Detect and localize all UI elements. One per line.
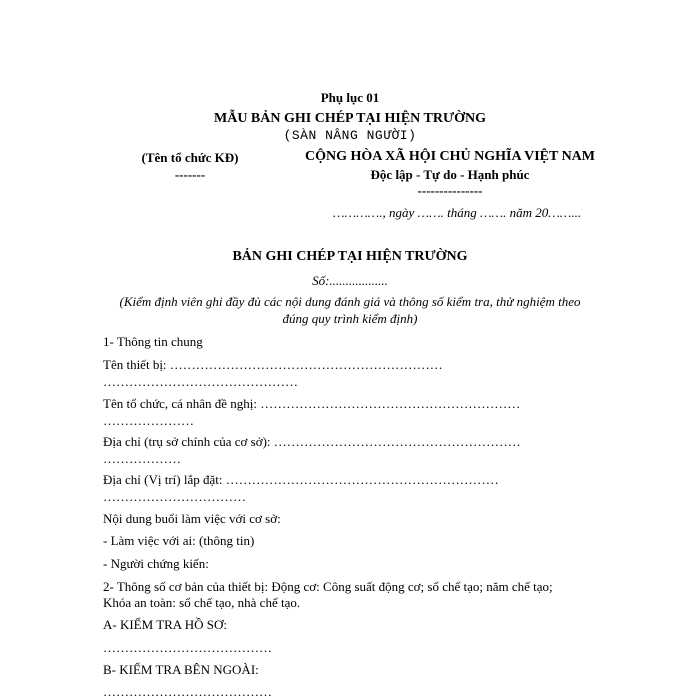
section-external-check-dots: ………………………………… bbox=[103, 684, 272, 699]
appendix-label: Phụ lục 01 bbox=[320, 90, 380, 105]
org-name: (Tên tổ chức KĐ) bbox=[141, 150, 239, 165]
field-headquarters-address-cont: ……………… bbox=[103, 451, 181, 466]
section-general-info: 1- Thông tin chung bbox=[103, 334, 203, 349]
field-device-name: Tên thiết bị: ……………………………………………………… bbox=[103, 357, 443, 372]
record-number: Số:.................. bbox=[312, 273, 388, 288]
instruction-line-2: đúng quy trình kiểm định) bbox=[282, 311, 418, 326]
section-document-check-dots: ………………………………… bbox=[103, 640, 272, 655]
field-installation-location: Địa chỉ (Vị trí) lắp đặt: ……………………………………………………… bbox=[103, 472, 499, 487]
section-external-check: B- KIỂM TRA BÊN NGOÀI: bbox=[103, 662, 259, 677]
record-title: BẢN GHI CHÉP TẠI HIỆN TRƯỜNG bbox=[232, 249, 468, 264]
org-divider: ------- bbox=[174, 167, 206, 182]
section-basic-parameters: 2- Thông số cơ bản của thiết bị: Động cơ: Công suất động cơ; số chế tạo; năm chế tạo; bbox=[103, 579, 553, 594]
field-headquarters-address: Địa chỉ (trụ sở chính của cơ sở): ………………………………………………… bbox=[103, 434, 521, 449]
field-requesting-org: Tên tổ chức, cá nhân đề nghị: …………………………………………………… bbox=[103, 396, 521, 411]
form-subtitle: (SÀN NÂNG NGƯỜI) bbox=[283, 128, 417, 143]
witness-label: - Người chứng kiến: bbox=[103, 556, 209, 571]
form-title: MẪU BẢN GHI CHÉP TẠI HIỆN TRƯỜNG bbox=[214, 111, 486, 126]
meeting-content-label: Nội dung buổi làm việc với cơ sở: bbox=[103, 511, 281, 526]
work-with-label: - Làm việc với ai: (thông tin) bbox=[103, 533, 255, 548]
section-document-check: A- KIỂM TRA HỒ SƠ: bbox=[103, 617, 227, 632]
instruction-line-1: (Kiểm định viên ghi đầy đủ các nội dung đánh giá và thông số kiểm tra, thử nghiệm theo bbox=[119, 294, 581, 309]
field-device-name-cont: ……………………………………… bbox=[103, 374, 298, 389]
section-basic-parameters-cont: Khóa an toàn: số chế tạo, nhà chế tạo. bbox=[103, 595, 301, 610]
motto-divider: --------------- bbox=[417, 183, 483, 198]
field-installation-location-cont: …………………………… bbox=[103, 489, 246, 504]
date-line: …………., ngày ……. tháng ……. năm 20……... bbox=[333, 205, 582, 220]
country-name: CỘNG HÒA XÃ HỘI CHỦ NGHĨA VIỆT NAM bbox=[304, 149, 595, 164]
national-motto: Độc lập - Tự do - Hạnh phúc bbox=[370, 167, 530, 182]
field-requesting-org-cont: ………………… bbox=[103, 413, 194, 428]
